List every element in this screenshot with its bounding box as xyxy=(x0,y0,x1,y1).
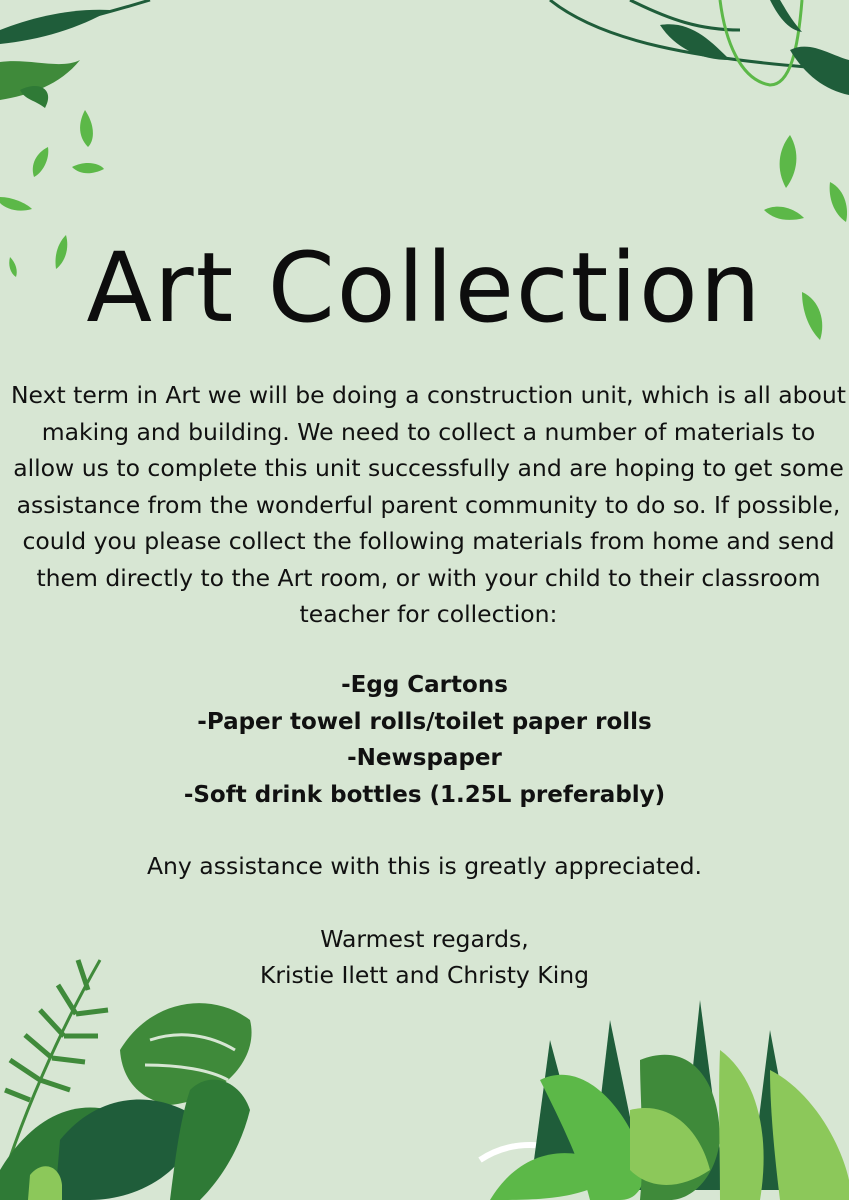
materials-list xyxy=(0,667,849,813)
list-item: -Paper towel rolls/toilet paper rolls xyxy=(197,708,652,735)
poster-title: Art Collection xyxy=(86,232,763,344)
signoff-block xyxy=(0,921,849,993)
list-item: -Soft drink bottles (1.25L preferably) xyxy=(183,781,666,808)
closing-text: Warmest regards, xyxy=(320,925,529,953)
intro-paragraph: Next term in Art we will be doing a construction unit, which is all about making and building. We need to collect a number of materials to allow us to complete this unit successfully and are hoping to get some assistance from the wonderful parent community to do so. If possible, could you please collect the following materials from home and send them directly to the Art room, or with your child to their classroom teacher for collection: xyxy=(10,381,847,628)
list-item: -Egg Cartons xyxy=(341,672,508,698)
top-right-foliage-decoration xyxy=(540,0,849,100)
bottom-right-foliage-decoration xyxy=(470,990,849,1200)
list-item: -Newspaper xyxy=(347,745,502,771)
appreciation-text: Any assistance with this is greatly appreciated. xyxy=(146,852,703,880)
author-names: Kristie Ilett and Christy King xyxy=(259,961,590,989)
top-left-foliage-decoration xyxy=(0,0,160,120)
